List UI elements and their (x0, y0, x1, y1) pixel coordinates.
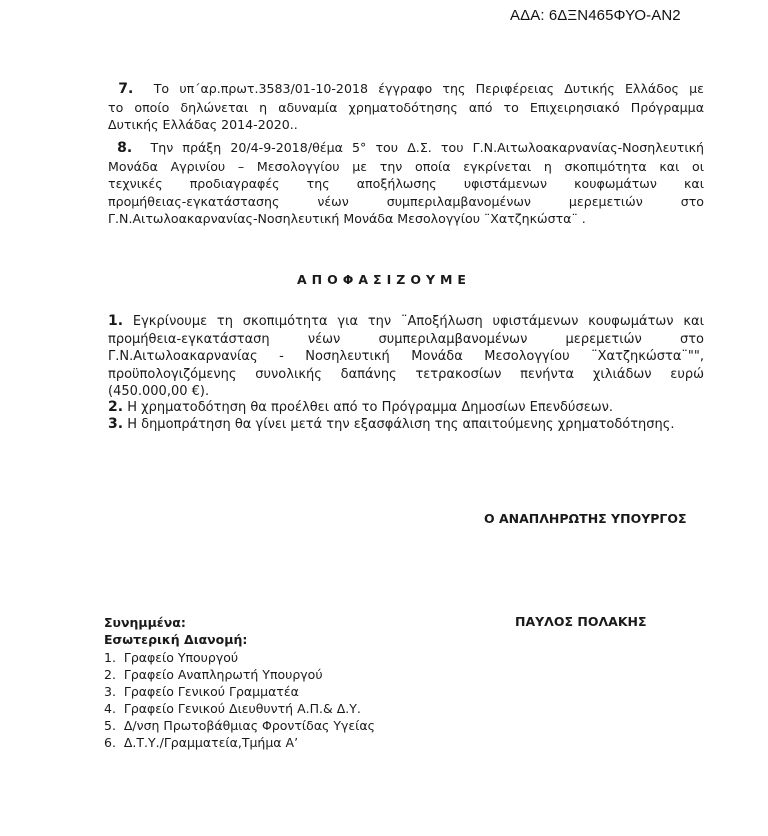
consideration-8-line-5: Γ.Ν.Αιτωλοακαρνανίας-Νοσηλευτική Μονάδα Μεσολογγίου ¨Χατζηκώστα¨ . (108, 211, 586, 226)
list-item: 3. Γραφείο Γενικού Γραμματέα (104, 684, 299, 699)
decision-1-line-5: (450.000,00 €). (108, 384, 210, 399)
ada-identifier: ΑΔΑ: 6ΔΞΝ465ΦΥΟ-ΑΝ2 (510, 7, 681, 24)
decision-2 (108, 399, 704, 417)
consideration-8 (108, 139, 704, 228)
internal-distribution-label: Εσωτερική Διανομή: (104, 632, 248, 647)
consideration-7 (108, 80, 704, 134)
internal-distribution-list (104, 649, 375, 751)
item-number: 1. (108, 313, 124, 329)
attachments-block (104, 614, 247, 648)
consideration-8-line-1: 8. Την πράξη 20/4-9-2018/θέμα 5° του Δ.Σ. του Γ.Ν.Αιτωλοακαρνανίας-Νοσηλευτική (117, 140, 705, 156)
decision-3-text: Η δημοπράτηση θα γίνει μετά την εξασφάλιση της απαιτούμενης χρηματοδότησης. (127, 417, 675, 432)
consideration-7-line-2: το οποίο δηλώνεται η αδυναμία χρηματοδότησης από το Επιχειρησιακό Πρόγραμμα (108, 99, 704, 115)
decision-1-line-2: προμήθεια-εγκατάσταση νέων συμπεριλαμβανομένων μερεμετιών στο (108, 331, 704, 347)
decision-1-line-3: Γ.Ν.Αιτωλοακαρνανίας - Νοσηλευτική Μονάδα Μεσολογγίου ¨Χατζηκώστα¨"", (108, 349, 704, 364)
signatory-title: Ο ΑΝΑΠΛΗΡΩΤΗΣ ΥΠΟΥΡΓΟΣ (484, 511, 687, 526)
attachments-label: Συνημμένα: (104, 615, 186, 630)
list-item: 6. Δ.Τ.Υ./Γραμματεία,Τμήμα Α’ (104, 735, 299, 750)
consideration-8-line-3: τεχνικές προδιαγραφές της αποξήλωσης υφιστάμενων κουφωμάτων και (108, 176, 704, 191)
decision-3 (108, 416, 704, 434)
consideration-7-line-3: Δυτικής Ελλάδας 2014-2020.. (108, 117, 298, 132)
decision-2-text: Η χρηματοδότηση θα προέλθει από το Πρόγραμμα Δημοσίων Επενδύσεων. (127, 400, 613, 415)
list-item: 5. Δ/νση Πρωτοβάθμιας Φροντίδας Υγείας (104, 718, 375, 733)
item-number: 7. (118, 81, 134, 97)
decision-1-line-4: προϋπολογιζόμενης συνολικής δαπάνης τετρακοσίων πενήντα χιλιάδων ευρώ (108, 366, 704, 382)
list-item: 4. Γραφείο Γενικού Διευθυντή Α.Π.& Δ.Υ. (104, 701, 361, 716)
consideration-8-line-2: Μονάδα Αγρινίου – Μεσολογγίου με την οποία εγκρίνεται η σκοπιμότητα και οι (108, 158, 704, 174)
item-number: 8. (117, 140, 133, 156)
list-item: 1. Γραφείο Υπουργού (104, 650, 239, 665)
item-number: 3. (108, 416, 124, 432)
decision-1 (108, 313, 704, 401)
consideration-7-line-1: 7. Το υπ΄αρ.πρωτ.3583/01-10-2018 έγγραφο της Περιφέρειας Δυτικής Ελλάδος με (118, 81, 704, 97)
list-item: 2. Γραφείο Αναπληρωτή Υπουργού (104, 667, 323, 682)
signatory-name: ΠΑΥΛΟΣ ΠΟΛΑΚΗΣ (515, 614, 647, 629)
decision-1-line-1: 1. Εγκρίνουμε τη σκοπιμότητα για την ¨Αποξήλωση υφιστάμενων κουφωμάτων και (108, 313, 704, 329)
consideration-8-line-4: προμήθειας-εγκατάστασης νέων συμπεριλαμβανομένων μερεμετιών στο (108, 193, 704, 209)
decision-heading: ΑΠΟΦΑΣΙΖΟΥΜΕ (297, 272, 471, 287)
item-number: 2. (108, 399, 124, 415)
